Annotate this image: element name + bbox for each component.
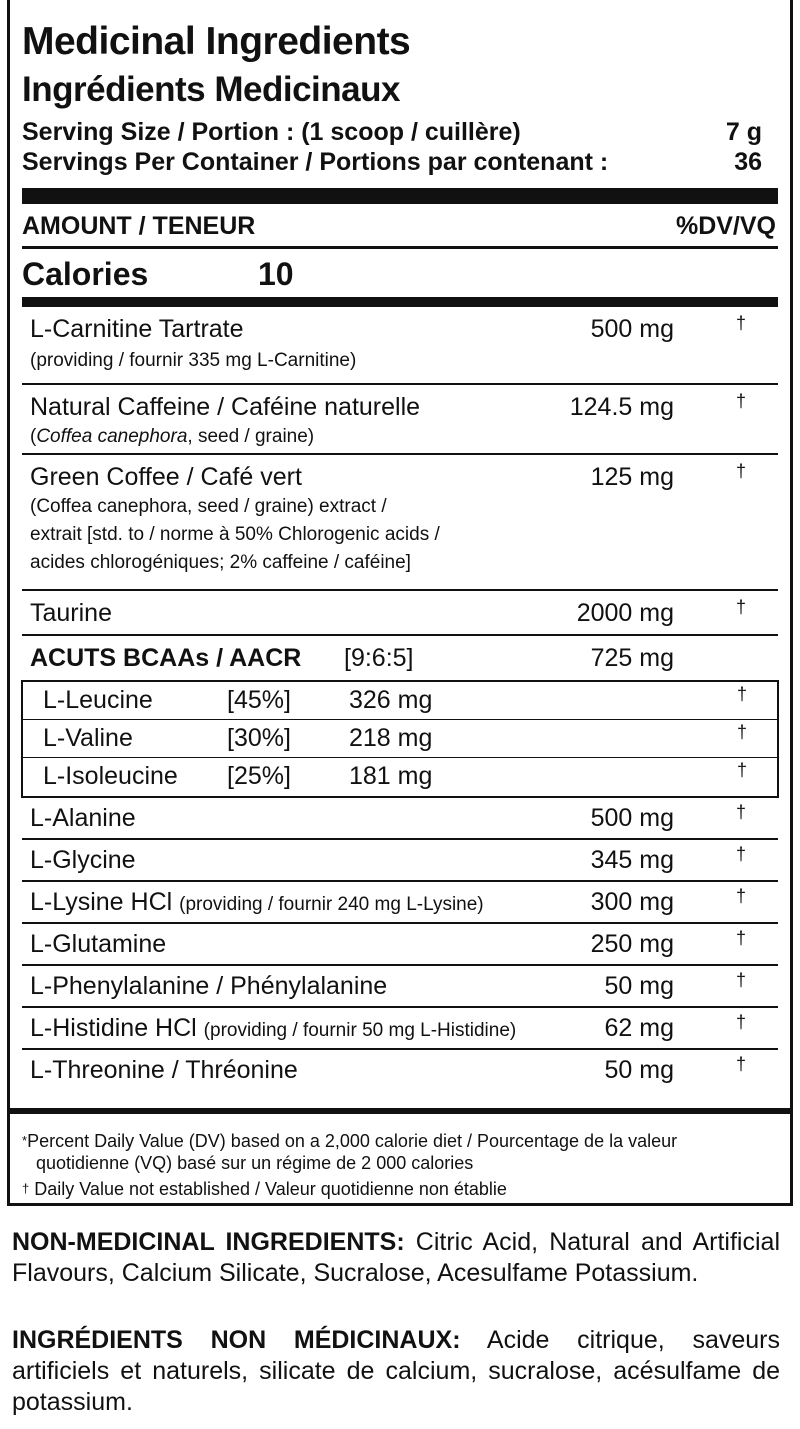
ingredient-note: acides chlorogéniques; 2% caffeine / caféine]	[30, 552, 411, 573]
non-medicinal-fr-label: INGRÉDIENTS NON MÉDICINAUX:	[12, 1326, 461, 1354]
dv-dagger: †	[735, 597, 746, 617]
bcaa-breakdown-box	[21, 680, 779, 798]
non-medicinal-fr-text: Acide citrique, saveurs artificiels et naturels, silicate de calcium, sucralose, acésulfame de potassium.	[12, 1326, 780, 1416]
ingredient-note: (providing / fournir 50 mg L-Histidine)	[203, 1020, 517, 1041]
dv-dagger: †	[735, 313, 746, 333]
non-medicinal-en	[12, 1227, 780, 1289]
ingredient-title: L-Histidine HCl	[30, 1014, 197, 1042]
ingredient-name: L-Valine	[43, 724, 133, 752]
bcaa-percent: [30%]	[227, 724, 291, 752]
footnote-dv-line2: quotidienne (VQ) basé sur un régime de 2 000 calories	[36, 1153, 474, 1173]
amount-header: AMOUNT / TENEUR	[22, 212, 256, 240]
ingredient-row	[22, 591, 778, 636]
bcaa-percent: [45%]	[227, 686, 291, 714]
ingredient-row	[22, 1050, 778, 1096]
dv-dagger: †	[735, 461, 746, 481]
ingredient-amount: 125 mg	[590, 463, 674, 491]
ingredient-name: Natural Caffeine / Caféine naturelle	[30, 393, 421, 421]
dv-dagger: †	[735, 970, 746, 990]
ingredient-amount: 181 mg	[349, 762, 433, 790]
ingredient-amount: 725 mg	[590, 644, 674, 672]
bcaa-subrow	[23, 758, 777, 796]
ingredient-row	[22, 924, 778, 966]
title-fr: Ingrédients Medicinaux	[22, 70, 400, 109]
divider	[22, 246, 778, 249]
ingredient-name: L-Phenylalanine / Phénylalanine	[30, 972, 388, 1000]
footnote-dagger	[22, 1178, 507, 1200]
ingredient-name: L-Glycine	[30, 846, 136, 874]
ingredient-amount: 345 mg	[590, 846, 674, 874]
non-medicinal-en-label: NON-MEDICINAL INGREDIENTS:	[12, 1228, 405, 1256]
ingredient-name: L-Isoleucine	[43, 762, 178, 790]
footnote-dv	[22, 1130, 677, 1152]
bcaa-row	[22, 636, 778, 680]
ingredient-amount: 124.5 mg	[569, 393, 674, 421]
ingredient-amount: 326 mg	[349, 686, 433, 714]
medium-divider	[22, 297, 778, 307]
servings-per-container-value: 36	[734, 148, 762, 176]
dv-dagger: †	[736, 684, 747, 704]
ingredient-name: L-Alanine	[30, 804, 136, 832]
dv-dagger: †	[735, 802, 746, 822]
calories-value: 10	[258, 256, 294, 292]
ingredient-amount: 2000 mg	[576, 599, 674, 627]
ingredient-row	[22, 307, 778, 385]
ingredient-amount: 300 mg	[590, 888, 674, 916]
title-en: Medicinal Ingredients	[22, 20, 411, 63]
ingredient-name	[30, 888, 484, 917]
dv-dagger: †	[736, 760, 747, 780]
footnote-dagger-mark: †	[22, 1181, 30, 1196]
serving-size-value: 7 g	[725, 118, 762, 146]
ingredient-row	[22, 882, 778, 924]
dv-dagger: †	[735, 928, 746, 948]
footnote-divider	[7, 1108, 793, 1114]
footnote-dv-line1: Percent Daily Value (DV) based on a 2,000 calorie diet / Pourcentage de la valeur	[27, 1131, 678, 1151]
ingredient-row	[22, 966, 778, 1008]
footnote-not-established: Daily Value not established / Valeur quotidienne non établie	[34, 1179, 507, 1199]
ingredient-title: L-Lysine HCl	[30, 888, 173, 916]
dv-dagger: †	[735, 1054, 746, 1074]
calories-label: Calories	[22, 256, 149, 292]
bcaa-subrow	[23, 720, 777, 758]
ingredient-amount: 50 mg	[604, 972, 674, 1000]
ingredient-name: L-Threonine / Thréonine	[30, 1056, 298, 1084]
species-name: Coffea canephora	[36, 426, 188, 447]
servings-per-container-label: Servings Per Container / Portions par contenant :	[22, 148, 609, 176]
ingredient-name: L-Glutamine	[30, 930, 167, 958]
bcaa-title: ACUTS BCAAs / AACR	[30, 644, 302, 672]
ingredient-name: L-Carnitine Tartrate	[30, 315, 244, 343]
ingredient-note: (Coffea canephora, seed / graine) extract /	[30, 496, 387, 517]
dv-dagger: †	[735, 886, 746, 906]
dv-header: %DV/VQ	[675, 212, 776, 240]
ingredient-name: L-Leucine	[43, 686, 153, 714]
servings-per-container-row	[22, 148, 762, 177]
ingredient-row	[22, 385, 778, 455]
bcaa-percent: [25%]	[227, 762, 291, 790]
ingredient-row	[22, 1008, 778, 1050]
non-medicinal-fr	[12, 1325, 780, 1418]
species-note: , seed / graine)	[187, 426, 315, 447]
ingredient-amount: 500 mg	[590, 315, 674, 343]
non-medicinal-en-text: Citric Acid, Natural and Artificial Flavours, Calcium Silicate, Sucralose, Acesulfame Potassium.	[12, 1228, 780, 1287]
serving-size-label: Serving Size / Portion : (1 scoop / cuillère)	[22, 118, 521, 146]
bcaa-subrow	[23, 682, 777, 720]
ingredient-amount: 250 mg	[590, 930, 674, 958]
footnote-star: *	[22, 1133, 28, 1148]
ingredient-name: Taurine	[30, 599, 112, 627]
ingredient-row	[22, 798, 778, 840]
ingredient-row	[22, 455, 778, 591]
ingredient-note: (Coffea canephora, seed / graine)	[30, 426, 315, 447]
ingredient-amount: 50 mg	[604, 1056, 674, 1084]
bcaa-ratio: [9:6:5]	[344, 644, 414, 672]
ingredient-note: extrait [std. to / norme à 50% Chlorogenic acids /	[30, 524, 440, 545]
dv-dagger: †	[736, 722, 747, 742]
ingredient-name: Green Coffee / Café vert	[30, 463, 302, 491]
ingredient-name	[30, 1014, 516, 1043]
ingredients-table	[22, 307, 778, 1096]
serving-size-row	[22, 118, 762, 147]
ingredient-amount: 62 mg	[604, 1014, 674, 1042]
dv-dagger: †	[735, 1012, 746, 1032]
thick-divider	[22, 188, 778, 204]
ingredient-row	[22, 840, 778, 882]
ingredient-amount: 500 mg	[590, 804, 674, 832]
ingredient-amount: 218 mg	[349, 724, 433, 752]
ingredient-note: (providing / fournir 335 mg L-Carnitine)	[30, 350, 357, 371]
dv-dagger: †	[735, 391, 746, 411]
ingredient-note: (providing / fournir 240 mg L-Lysine)	[179, 894, 484, 915]
ingredient-name	[30, 644, 301, 673]
dv-dagger: †	[735, 844, 746, 864]
